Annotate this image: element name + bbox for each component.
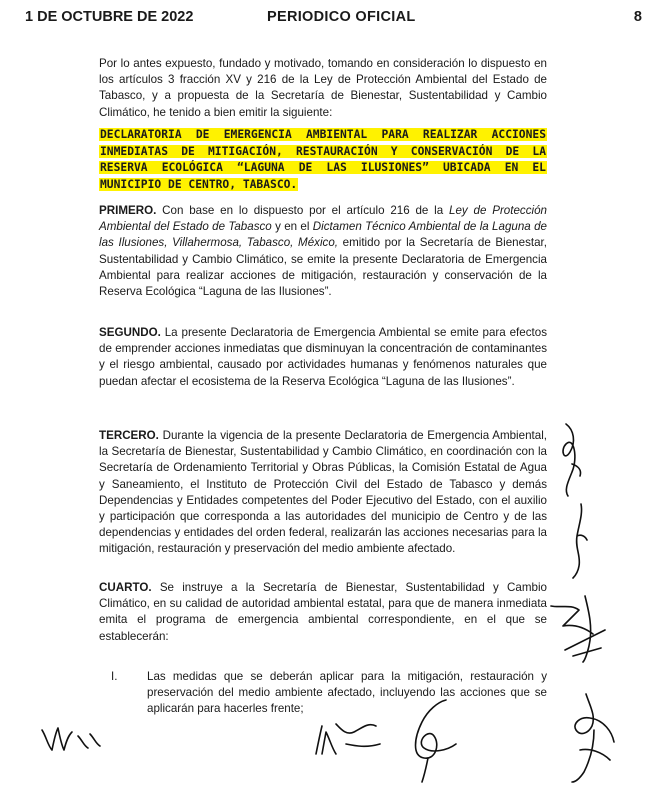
article-segundo-lead: SEGUNDO. [99, 326, 161, 339]
header-date: 1 DE OCTUBRE DE 2022 [25, 9, 194, 25]
primero-dictamen-name: Dictamen Técnico Ambiental de la Laguna de las Ilusiones, Villahermosa, Tabasco, México, [99, 220, 547, 250]
declaratoria-highlight: DECLARATORIA DE EMERGENCIA AMBIENTAL PARA REALIZAR ACCIONES INMEDIATAS DE MITIGACIÓN, RESTAURACIÓN Y CONSERVACIÓN DE LA RESERVA ECOLÓGICA “LAGUNA DE LAS ILUSIONES” UBICADA EN EL MUNICIPIO DE CENTRO, TABASCO. [100, 128, 546, 191]
publication-name: PERIODICO OFICIAL [267, 9, 416, 25]
declaratoria-title [99, 127, 547, 193]
article-primero [99, 203, 547, 300]
intro-paragraph: Por lo antes expuesto, fundado y motivado, tomando en consideración lo dispuesto en los artículos 3 fracción XV y 216 de la Ley de Protección Ambiental del Estado de Tabasco, y a propuesta de la Secretaría de Bienestar, Sustentabilidad y Cambio Climático, he tenido a bien emitir la siguiente: [99, 57, 547, 119]
primero-text-2: y en el [271, 220, 313, 234]
list-item-text: Las medidas que se deberán aplicar para la mitigación, restauración y preservación del medio ambiente afectado, incluyendo las acciones que se aplicarán para hacerles frente; [147, 670, 547, 716]
article-segundo [99, 325, 547, 390]
list-item-number: I. [111, 670, 118, 683]
article-primero-lead: PRIMERO. [99, 204, 157, 217]
article-cuarto-lead: CUARTO. [99, 581, 152, 594]
page-header [25, 9, 642, 29]
primero-text-3: emitido por la Secretaría de Bienestar, Sustentabilidad y Cambio Climático, se emite la presente Declaratoria de Emergencia Ambiental para realizar acciones de mitigación, restauración y conservación de la Reserva Ecológica “Laguna de las Ilusiones”. [99, 236, 547, 299]
tercero-text: Durante la vigencia de la presente Declaratoria de Emergencia Ambiental, la Secretaría de Bienestar, Sustentabilidad y Cambio Climático, en coordinación con la Secretaría de Ordenamiento Territorial y Obras Públicas, la Comisión Estatal de Agua y Saneamiento, el Instituto de Protección Civil del Estado de Tabasco y demás Dependencias y Entidades competentes del Poder Ejecutivo del Estado, con el auxilio y participación que corresponda a las autoridades del municipio de Centro y de las dependencias y entidades del orden federal, realizarán las acciones necesarias para la mitigación, restauración y preservación del medio ambiente afectado. [99, 429, 547, 556]
signature-bottom-left [38, 716, 108, 756]
primero-law-name: Ley de Protección Ambiental del Estado de Tabasco [99, 204, 547, 234]
signature-bottom-3 [550, 690, 625, 785]
article-tercero-lead: TERCERO. [99, 429, 159, 442]
signature-right-2 [565, 500, 595, 580]
article-cuarto [99, 580, 547, 645]
page-number: 8 [633, 9, 642, 25]
primero-text-1: Con base en lo dispuesto por el artículo 216 de la [156, 204, 450, 217]
signature-bottom-1 [310, 714, 385, 764]
segundo-text: La presente Declaratoria de Emergencia Ambiental se emite para efectos de emprender acciones inmediatas que disminuyan la concentración de contaminantes y el riesgo ambiental, causado por actividades humanas y fenómenos naturales que puedan afectar el ecosistema de la Reserva Ecológica “Laguna de las Ilusiones”. [99, 326, 547, 388]
signature-bottom-2 [388, 696, 463, 786]
cuarto-text: Se instruye a la Secretaría de Bienestar, Sustentabilidad y Cambio Climático, en su calidad de autoridad ambiental estatal, para que de manera inmediata emita el programa de emergencia ambiental correspondiente, en el que se establecerán: [99, 581, 547, 643]
signature-right-3 [545, 590, 620, 665]
article-tercero [99, 428, 547, 558]
signature-right-1 [552, 420, 592, 500]
